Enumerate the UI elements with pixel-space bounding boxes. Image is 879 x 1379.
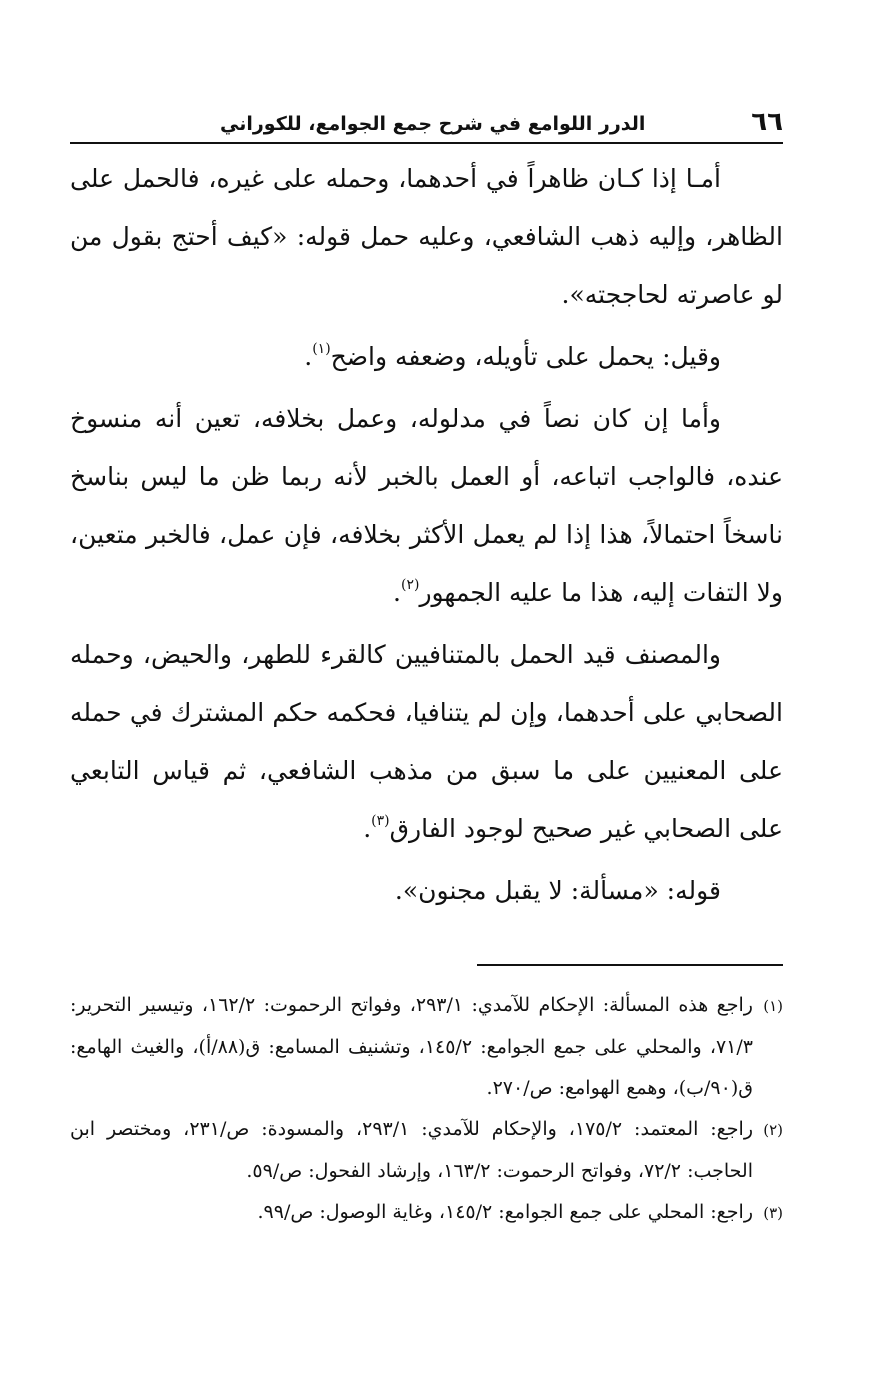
footnote-text: راجع هذه المسألة: الإحكام للآمدي: ٢٩٣/١، وفواتح الرحموت: ١٦٢/٢، وتيسير التحرير: ٧١/٣، والمحلي على جمع الجوامع: ١٤٥/٢، وتشنيف المسامع: ق(٨٨/أ)، والغيث الهامع: ق(٩٠/ب)، وهمع الهوامع: ص/٢٧٠. (70, 994, 753, 1099)
paragraph-text: والمصنف قيد الحمل بالمتنافيين كالقرء للطهر، والحيض، وحمله الصحابي على أحدهما، وإن لم يتنافيا، فحكمه حكم المشترك في حمله على المعنيين على ما سبق من مذهب الشافعي، ثم قياس التابعي على الصحابي غير صحيح لوجود الفارق (70, 640, 783, 843)
paragraph-text: وقيل: يحمل على تأويله، وضعفه واضح (330, 342, 721, 371)
paragraph-text: وأما إن كان نصاً في مدلوله، وعمل بخلافه، تعين أنه منسوخ عنده، فالواجب اتباعه، أو العمل بالخبر لأنه ربما ظن ما ليس بناسخ ناسخاً احتمالاً، هذا إذا لم يعمل الأكثر بخلافه، فإن عمل، فالخبر متعين، ولا التفات إليه، هذا ما عليه الجمهور (70, 404, 783, 607)
paragraph (70, 328, 783, 386)
footnote-number: (٣) (763, 1204, 783, 1222)
paragraph-end: . (304, 342, 313, 371)
paragraph-end: . (363, 814, 372, 843)
footnote (70, 985, 783, 1109)
paragraph-text: أمـا إذا كـان ظاهراً في أحدهما، وحمله على غيره، فالحمل على الظاهر، وإليه ذهب الشافعي، وعليه حمل قوله: «كيف أحتج بقول من لو عاصرته لحاججته». (70, 164, 783, 309)
footnotes (70, 985, 783, 1234)
paragraph (70, 626, 783, 858)
main-text (70, 150, 783, 920)
paragraph (70, 862, 783, 920)
footnote-separator (477, 964, 783, 966)
paragraph-end: . (393, 578, 401, 607)
footnote (70, 1109, 783, 1192)
footnote-reference[interactable]: (١) (312, 341, 331, 357)
footnote-reference[interactable]: (٢) (400, 577, 420, 593)
page-number: ٦٦ (751, 107, 783, 137)
footnote-text: راجع: المحلي على جمع الجوامع: ١٤٥/٢، وغاية الوصول: ص/٩٩. (257, 1201, 753, 1223)
footnote-text: راجع: المعتمد: ١٧٥/٢، والإحكام للآمدي: ٢٩٣/١، والمسودة: ص/٢٣١، ومختصر ابن الحاجب: ٧٢/٢، وفواتح الرحموت: ١٦٣/٢، وإرشاد الفحول: ص/٥٩. (70, 1118, 753, 1182)
paragraph-text: قوله: «مسألة: لا يقبل مجنون». (394, 876, 721, 905)
footnote (70, 1192, 783, 1234)
footnote-reference[interactable]: (٣) (371, 813, 390, 829)
page-header (70, 96, 783, 144)
footnote-number: (٢) (763, 1121, 783, 1139)
paragraph (70, 150, 783, 324)
footnote-number: (١) (763, 997, 783, 1015)
running-title: الدرر اللوامع في شرح جمع الجوامع، للكوراني (220, 113, 646, 135)
paragraph (70, 390, 783, 622)
